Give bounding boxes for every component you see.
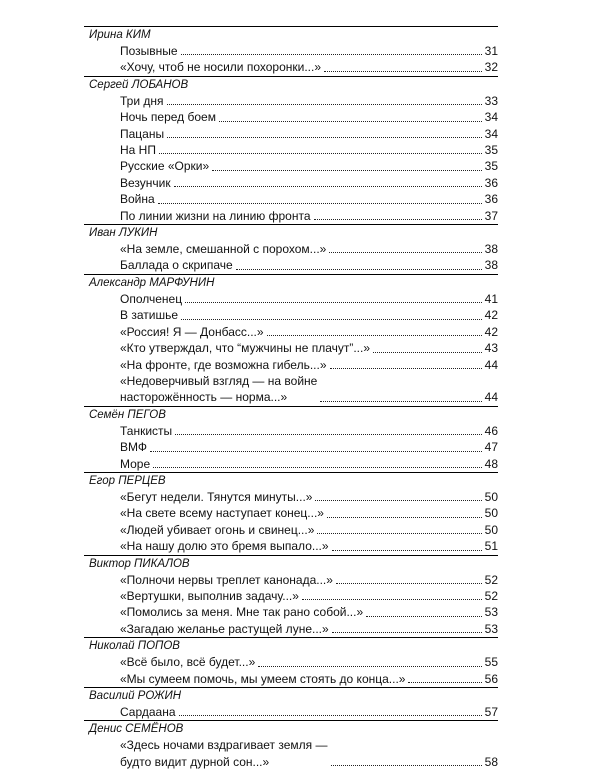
page-number: 36 bbox=[484, 192, 498, 207]
toc-entry bbox=[120, 588, 498, 604]
dot-leader bbox=[236, 269, 482, 270]
dot-leader bbox=[314, 219, 483, 220]
toc-entry bbox=[120, 538, 498, 554]
toc-section bbox=[84, 406, 498, 472]
dot-leader bbox=[317, 533, 482, 534]
page-number: 44 bbox=[484, 357, 498, 372]
dot-leader bbox=[153, 467, 482, 468]
page-number: 42 bbox=[484, 308, 498, 323]
page-number: 50 bbox=[484, 489, 498, 504]
page-number: 34 bbox=[484, 110, 498, 125]
entry-title: «Кто утверждал, что “мужчины не плачут”...» bbox=[120, 341, 371, 356]
toc-entry bbox=[120, 671, 498, 687]
page-number: 53 bbox=[484, 621, 498, 636]
dot-leader bbox=[167, 137, 482, 138]
toc-entry bbox=[120, 654, 498, 670]
page-number: 52 bbox=[484, 572, 498, 587]
dot-leader bbox=[315, 500, 482, 501]
dot-leader bbox=[167, 104, 483, 105]
entry-title: Сардаана bbox=[120, 705, 176, 719]
page-number: 36 bbox=[484, 175, 498, 190]
entry-title: Позывные bbox=[120, 44, 178, 58]
toc-entry bbox=[120, 109, 498, 125]
toc-section bbox=[84, 26, 498, 76]
entry-title: «Бегут недели. Тянутся минуты...» bbox=[120, 489, 313, 504]
dot-leader bbox=[302, 599, 482, 600]
author-heading: Сергей ЛОБАНОВ bbox=[84, 76, 498, 93]
dot-leader bbox=[181, 319, 482, 320]
entry-title: «Загадаю желанье растущей луне...» bbox=[120, 621, 329, 636]
page-number: 46 bbox=[484, 423, 498, 438]
toc-entry bbox=[120, 191, 498, 207]
toc-entry bbox=[120, 373, 498, 406]
page-number: 58 bbox=[484, 754, 498, 769]
toc-entry bbox=[120, 307, 498, 323]
dot-leader bbox=[373, 352, 482, 353]
page-number: 31 bbox=[484, 44, 498, 58]
entry-title: В затишье bbox=[120, 308, 179, 323]
toc-entry bbox=[120, 324, 498, 340]
entry-title: Пацаны bbox=[120, 126, 165, 141]
toc-entry bbox=[120, 456, 498, 472]
entry-title: «Хочу, чтоб не носили похоронки...» bbox=[120, 60, 322, 75]
entry-title: Русские «Орки» bbox=[120, 159, 210, 174]
toc-entry bbox=[120, 572, 498, 588]
page-number: 42 bbox=[484, 324, 498, 339]
dot-leader bbox=[332, 550, 482, 551]
page-number: 47 bbox=[484, 440, 498, 455]
page-number: 52 bbox=[484, 588, 498, 603]
toc-entry bbox=[120, 291, 498, 307]
toc-section bbox=[84, 555, 498, 638]
entry-title: По линии жизни на линию фронта bbox=[120, 208, 311, 223]
page-number: 35 bbox=[484, 159, 498, 174]
entry-title: «Полночи нервы треплет канонада...» bbox=[120, 572, 333, 587]
page-number: 35 bbox=[484, 143, 498, 158]
author-heading: Николай ПОПОВ bbox=[84, 637, 498, 654]
page-number: 48 bbox=[484, 456, 498, 471]
page-number: 34 bbox=[484, 126, 498, 141]
author-heading: Виктор ПИКАЛОВ bbox=[84, 555, 498, 572]
toc-entry bbox=[120, 142, 498, 158]
entry-title: На НП bbox=[120, 143, 156, 158]
entry-title: Танкисты bbox=[120, 423, 173, 438]
dot-leader bbox=[320, 401, 482, 402]
page-number: 56 bbox=[484, 671, 498, 686]
entry-title: «На фронте, где возможна гибель...» bbox=[120, 357, 327, 372]
author-heading: Ирина КИМ bbox=[84, 26, 498, 43]
dot-leader bbox=[219, 121, 482, 122]
entry-title: ВМФ bbox=[120, 440, 147, 455]
entry-title: «Помолись за меня. Мне так рано собой...» bbox=[120, 605, 364, 620]
toc-entry bbox=[120, 357, 498, 373]
page-number: 43 bbox=[484, 341, 498, 356]
dot-leader bbox=[408, 682, 482, 683]
page-number: 51 bbox=[484, 539, 498, 554]
entry-title: Везунчик bbox=[120, 175, 171, 190]
toc-entry bbox=[120, 737, 498, 770]
toc-entry bbox=[120, 241, 498, 257]
author-heading: Семён ПЕГОВ bbox=[84, 406, 498, 423]
entry-title: «Россия! Я — Донбасс...» bbox=[120, 324, 264, 339]
toc-section bbox=[84, 224, 498, 274]
toc-entry bbox=[120, 505, 498, 521]
entry-title: «Вертушки, выполнив задачу...» bbox=[120, 588, 299, 603]
toc-section bbox=[84, 472, 498, 555]
dot-leader bbox=[179, 715, 482, 716]
dot-leader bbox=[212, 170, 482, 171]
dot-leader bbox=[327, 517, 482, 518]
toc-entry bbox=[120, 158, 498, 174]
dot-leader bbox=[366, 616, 482, 617]
dot-leader bbox=[150, 451, 482, 452]
dot-leader bbox=[174, 186, 482, 187]
dot-leader bbox=[336, 583, 482, 584]
toc-section bbox=[84, 720, 498, 770]
entry-title: Три дня bbox=[120, 93, 164, 108]
dot-leader bbox=[331, 765, 483, 766]
page-number: 33 bbox=[484, 93, 498, 108]
toc-section bbox=[84, 687, 498, 720]
toc-entry bbox=[120, 489, 498, 505]
entry-title: Война bbox=[120, 192, 155, 207]
author-heading: Александр МАРФУНИН bbox=[84, 274, 498, 291]
toc-entry bbox=[120, 93, 498, 109]
entry-title: Море bbox=[120, 456, 151, 471]
page-number: 50 bbox=[484, 522, 498, 537]
entry-title: «Всё было, всё будет...» bbox=[120, 655, 256, 670]
toc-section bbox=[84, 274, 498, 406]
toc-entry bbox=[120, 439, 498, 455]
dot-leader bbox=[159, 153, 482, 154]
toc-section bbox=[84, 76, 498, 224]
entry-title: Ополченец bbox=[120, 291, 183, 306]
table-of-contents bbox=[84, 26, 498, 770]
entry-title: «Мы сумеем помочь, мы умеем стоять до конца...» bbox=[120, 671, 406, 686]
dot-leader bbox=[267, 335, 482, 336]
author-heading: Егор ПЕРЦЕВ bbox=[84, 472, 498, 489]
dot-leader bbox=[329, 252, 482, 253]
page-number: 32 bbox=[484, 60, 498, 75]
dot-leader bbox=[258, 666, 482, 667]
entry-title: «Людей убивает огонь и свинец...» bbox=[120, 522, 315, 537]
author-heading: Денис СЕМЁНОВ bbox=[84, 720, 498, 737]
page-number: 50 bbox=[484, 506, 498, 521]
toc-entry bbox=[120, 126, 498, 142]
page-number: 57 bbox=[484, 705, 498, 719]
entry-title: «На свете всему наступает конец...» bbox=[120, 506, 324, 521]
toc-section bbox=[84, 637, 498, 687]
toc-entry bbox=[120, 340, 498, 356]
toc-entry bbox=[120, 257, 498, 273]
toc-entry bbox=[120, 604, 498, 620]
toc-entry bbox=[120, 208, 498, 224]
dot-leader bbox=[324, 71, 482, 72]
page-number: 38 bbox=[484, 242, 498, 257]
entry-title: «На нашу долю это бремя выпало...» bbox=[120, 539, 329, 554]
dot-leader bbox=[185, 302, 482, 303]
toc-entry bbox=[120, 621, 498, 637]
author-heading: Иван ЛУКИН bbox=[84, 224, 498, 241]
page-number: 44 bbox=[484, 390, 498, 405]
entry-title: Баллада о скрипаче bbox=[120, 258, 233, 273]
dot-leader bbox=[332, 632, 482, 633]
page-number: 37 bbox=[484, 208, 498, 223]
toc-entry bbox=[120, 704, 498, 720]
entry-title: «Недоверчивый взгляд — на войне насторожённость — норма...» bbox=[120, 373, 318, 405]
page-number: 38 bbox=[484, 258, 498, 273]
author-heading: Василий РОЖИН bbox=[84, 687, 498, 704]
toc-entry bbox=[120, 43, 498, 59]
entry-title: Ночь перед боем bbox=[120, 110, 216, 125]
toc-entry bbox=[120, 423, 498, 439]
entry-title: «На земле, смешанной с порохом...» bbox=[120, 242, 327, 257]
entry-title: «Здесь ночами вздрагивает земля — будто видит дурной сон...» bbox=[120, 738, 328, 769]
toc-entry bbox=[120, 175, 498, 191]
page-number: 55 bbox=[484, 655, 498, 670]
dot-leader bbox=[330, 368, 482, 369]
page-number: 41 bbox=[484, 291, 498, 306]
page-number: 53 bbox=[484, 605, 498, 620]
toc-entry bbox=[120, 522, 498, 538]
dot-leader bbox=[181, 54, 482, 55]
dot-leader bbox=[175, 434, 482, 435]
toc-entry bbox=[120, 59, 498, 75]
dot-leader bbox=[158, 203, 482, 204]
